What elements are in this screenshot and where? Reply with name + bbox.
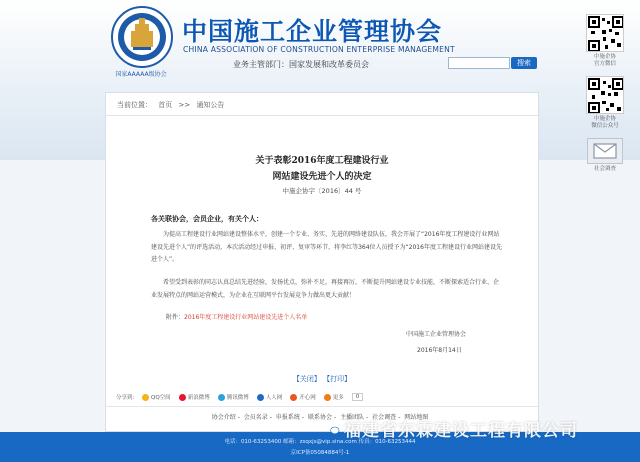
- document-number: 中施企协字〔2016〕44 号: [282, 187, 362, 195]
- footer-link[interactable]: 联系协会: [307, 414, 332, 421]
- attachment-link[interactable]: 2016年度工程建设行业网站建设先进个人名单: [184, 314, 308, 321]
- association-logo[interactable]: [111, 6, 173, 68]
- share-item-label: 人人网: [265, 395, 283, 401]
- share-renren[interactable]: [257, 393, 283, 401]
- share-count: 0: [352, 393, 364, 401]
- article-title-line2: 网站建设先进个人的决定: [272, 172, 372, 182]
- weibo-icon: [179, 394, 186, 401]
- share-item-label: QQ空间: [151, 395, 171, 401]
- breadcrumb-label: 当前位置：: [117, 101, 152, 109]
- share-qzone[interactable]: [142, 393, 171, 401]
- side-bar: [583, 14, 627, 181]
- qzone-icon: [142, 394, 149, 401]
- mail-icon[interactable]: [587, 138, 623, 164]
- footer-link[interactable]: 社会调查: [372, 414, 397, 421]
- qr2-caption: 中施企协 微信公众号: [591, 116, 619, 129]
- more-icon: [324, 394, 331, 401]
- footer-link[interactable]: 网站地图: [404, 414, 429, 421]
- issuing-organization: 中国施工企业管理协会: [406, 331, 467, 338]
- share-item-label: 新浪微博: [187, 395, 210, 401]
- breadcrumb-home[interactable]: 首页: [158, 101, 173, 109]
- footer-icp: 京ICP备05084884号-1: [290, 450, 350, 456]
- paragraph-1: 为提高工程建设行业网站建设整体水平，创建一个专业、务实、先进的网络建设队伍，我会开展了“2016年度工程建设行业网站建设先进个人”的评选活动，本次活动经过申报、初评、复审等环节，将李红等364位人员授予为“2016年度工程建设行业网站建设先进个人”。: [151, 231, 502, 263]
- search-button[interactable]: 搜索: [511, 57, 537, 69]
- article-actions: [106, 374, 538, 384]
- footer-link[interactable]: 申报系统: [275, 414, 300, 421]
- content-panel: [105, 92, 539, 432]
- breadcrumb-current[interactable]: 通知公告: [196, 101, 225, 109]
- qr-code-icon: [586, 14, 624, 52]
- tencent-weibo-icon: [218, 394, 225, 401]
- search-input[interactable]: [448, 57, 510, 69]
- mail-caption: 社会调查: [593, 166, 616, 172]
- breadcrumb-separator: >>: [178, 101, 191, 109]
- site-title: 中国施工企业管理协会: [182, 17, 443, 46]
- share-bar: [116, 393, 363, 401]
- footer-contact: 电话：010-63253400 邮箱：zsqxjs@vip.sina.com 传真：010-63253444: [224, 439, 416, 445]
- share-item-label: 腾讯微博: [226, 395, 249, 401]
- close-button[interactable]: 【关闭】: [292, 375, 321, 383]
- wechat-icon: [325, 421, 340, 436]
- share-tencent-weibo[interactable]: [218, 393, 249, 401]
- share-kaixin[interactable]: [290, 393, 316, 401]
- paragraph-2: 希望受到表彰的同志认真总结先进经验，发扬优点，弥补不足，再接再厉，不断提升网站建设专业技能，不断探索适合行业、企业发展特点的网站运营模式，为企业在互联网平台发展竞争力做出更大贡献！: [151, 279, 500, 299]
- attachment: [166, 312, 307, 321]
- footer-link[interactable]: 会员名录: [243, 414, 268, 421]
- share-more[interactable]: [324, 393, 344, 401]
- footer-link[interactable]: 协会介绍: [211, 414, 236, 421]
- print-button[interactable]: 【打印】: [323, 375, 352, 383]
- logo-caption: 国家AAAAA级协会: [115, 71, 167, 78]
- attachment-label: 附件：: [166, 314, 185, 321]
- renren-icon: [257, 394, 264, 401]
- share-label: 分享到：: [116, 395, 139, 401]
- footer-nav: 协会介绍 - 会员名录 - 申报系统 - 联系协会 - 主播团队 - 社会调查 - 网站地图: [211, 414, 429, 421]
- share-item-label: 更多: [332, 395, 344, 401]
- divider: [106, 406, 538, 407]
- issue-date: 2016年8月14日: [417, 347, 462, 354]
- kaixin-icon: [290, 394, 297, 401]
- qr1-caption: 中施企协 官方微信: [593, 54, 616, 67]
- share-weibo[interactable]: [179, 393, 210, 401]
- watermark-text: 福建省东霖建设工程有限公司: [344, 421, 578, 441]
- divider: [106, 115, 538, 116]
- share-item-label: 开心网: [299, 395, 316, 401]
- breadcrumb: [117, 100, 228, 110]
- greeting: 各关联协会，会员企业，有关个人：: [151, 215, 263, 223]
- article-title-line1: 关于表彰2016年度工程建设行业: [255, 156, 389, 166]
- site-title-english: CHINA ASSOCIATION OF CONSTRUCTION ENTERPRISE MANAGEMENT: [183, 45, 455, 54]
- supervising-department: 业务主管部门：国家发展和改革委员会: [233, 60, 369, 69]
- footer-link[interactable]: 主播团队: [340, 414, 365, 421]
- watermark: [325, 416, 578, 441]
- qr-code-icon: [586, 76, 624, 114]
